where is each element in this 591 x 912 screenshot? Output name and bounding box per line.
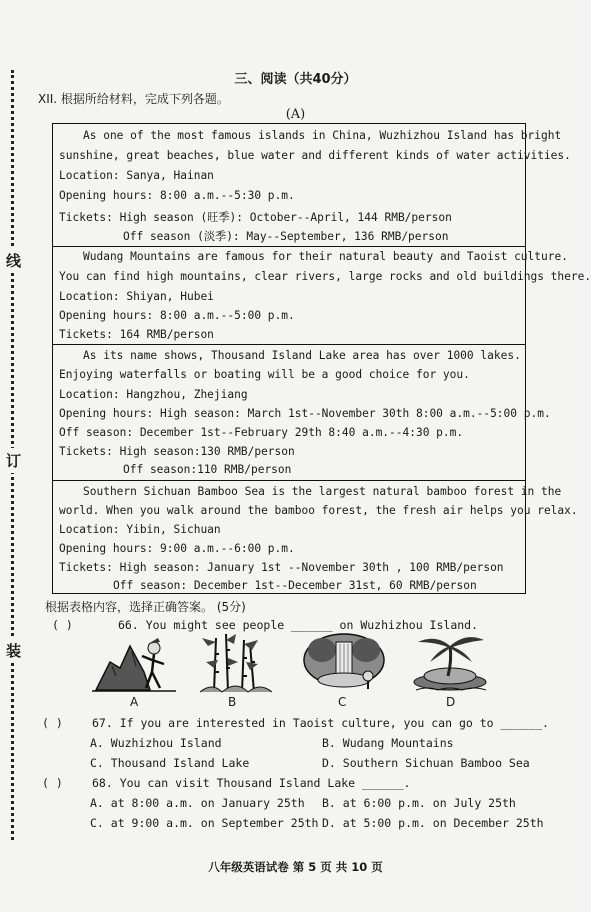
binding-mark-ding: 订 — [6, 448, 21, 473]
picture-a-rock-climbing — [92, 632, 176, 694]
table-line: Opening hours: 8:00 a.m.--5:30 p.m. — [59, 189, 295, 202]
picture-d-island — [408, 632, 492, 694]
q67-option-d[interactable]: D. Southern Sichuan Bamboo Sea — [322, 756, 530, 770]
binding-mark-zhuang: 装 — [6, 638, 21, 663]
picture-label-b: B — [228, 695, 237, 709]
table-row-wudang — [53, 247, 591, 345]
picture-b-bamboo — [192, 632, 276, 694]
q67-answer-blank[interactable]: ( ) — [42, 716, 63, 730]
section-title: 三、阅读（共40分） — [234, 72, 357, 87]
table-line: Location: Sanya, Hainan — [59, 169, 214, 182]
info-table — [52, 123, 591, 594]
table-line: Off season:110 RMB/person — [123, 463, 292, 476]
q66-answer-blank[interactable]: ( ) — [52, 618, 73, 632]
table-line: Southern Sichuan Bamboo Sea is the largest natural bamboo forest in the — [83, 485, 562, 498]
picture-label-c: C — [338, 695, 347, 709]
binding-mark-xian: 线 — [6, 248, 21, 273]
sub-instruction: 根据表格内容，选择正确答案。 (5分) — [45, 600, 246, 614]
table-line: Location: Shiyan, Hubei — [59, 290, 214, 303]
q67-option-b[interactable]: B. Wudang Mountains — [322, 736, 454, 750]
table-line: Tickets: High season: January 1st --November 30th , 100 RMB/person — [59, 561, 504, 574]
q67-text: 67. If you are interested in Taoist culture, you can go to ______. — [92, 716, 549, 730]
q68-option-a[interactable]: A. at 8:00 a.m. on January 25th — [90, 796, 305, 810]
table-line: Off season (淡季): May--September, 136 RMB/person — [123, 230, 449, 243]
table-line: Off season: December 1st--December 31st, 60 RMB/person — [113, 579, 477, 592]
picture-label-d: D — [446, 695, 456, 709]
table-line: Location: Hangzhou, Zhejiang — [59, 388, 248, 401]
table-line: Location: Yibin, Sichuan — [59, 523, 221, 536]
table-line: Tickets: High season:130 RMB/person — [59, 445, 295, 458]
table-line: Wudang Mountains are famous for their natural beauty and Taoist culture. — [83, 250, 568, 263]
table-line: Opening hours: 8:00 a.m.--5:00 p.m. — [59, 309, 295, 322]
table-line: world. When you walk around the bamboo forest, the fresh air helps you relax. — [59, 504, 578, 517]
q68-option-b[interactable]: B. at 6:00 p.m. on July 25th — [322, 796, 516, 810]
table-line: You can find high mountains, clear rivers, large rocks and old buildings there. — [59, 270, 591, 283]
q67-option-a[interactable]: A. Wuzhizhou Island — [90, 736, 222, 750]
q66-text: 66. You might see people ______ on Wuzhizhou Island. — [118, 618, 479, 632]
table-line: Opening hours: High season: March 1st--November 30th 8:00 a.m.--5:00 p.m. — [59, 407, 551, 420]
table-line: Opening hours: 9:00 a.m.--6:00 p.m. — [59, 542, 295, 555]
table-line: Off season: December 1st--February 29th 8:40 a.m.--4:30 p.m. — [59, 426, 464, 439]
table-line: As its name shows, Thousand Island Lake area has over 1000 lakes. — [83, 349, 521, 362]
q68-option-c[interactable]: C. at 9:00 a.m. on September 25th — [90, 816, 319, 830]
q67-option-c[interactable]: C. Thousand Island Lake — [90, 756, 250, 770]
table-row-thousand-island — [53, 345, 551, 481]
picture-c-waterfall — [302, 632, 386, 694]
table-line: Tickets: High season (旺季): October--April, 144 RMB/person — [59, 211, 452, 224]
page-footer: 八年级英语试卷 第 5 页 共 10 页 — [208, 860, 383, 874]
table-row-wuzhizhou — [53, 124, 571, 247]
picture-label-a: A — [130, 695, 139, 709]
table-line: sunshine, great beaches, blue water and different kinds of water activities. — [59, 149, 571, 162]
table-line: Enjoying waterfalls or boating will be a good choice for you. — [59, 368, 470, 381]
table-row-bamboo-sea — [53, 481, 578, 595]
q68-answer-blank[interactable]: ( ) — [42, 776, 63, 790]
passage-label: (A) — [285, 107, 306, 122]
table-line: Tickets: 164 RMB/person — [59, 328, 214, 341]
table-line: As one of the most famous islands in China, Wuzhizhou Island has bright — [83, 129, 562, 142]
instruction: XII. 根据所给材料，完成下列各题。 — [38, 92, 229, 106]
q68-text: 68. You can visit Thousand Island Lake ______. — [92, 776, 411, 790]
q68-option-d[interactable]: D. at 5:00 p.m. on December 25th — [322, 816, 544, 830]
